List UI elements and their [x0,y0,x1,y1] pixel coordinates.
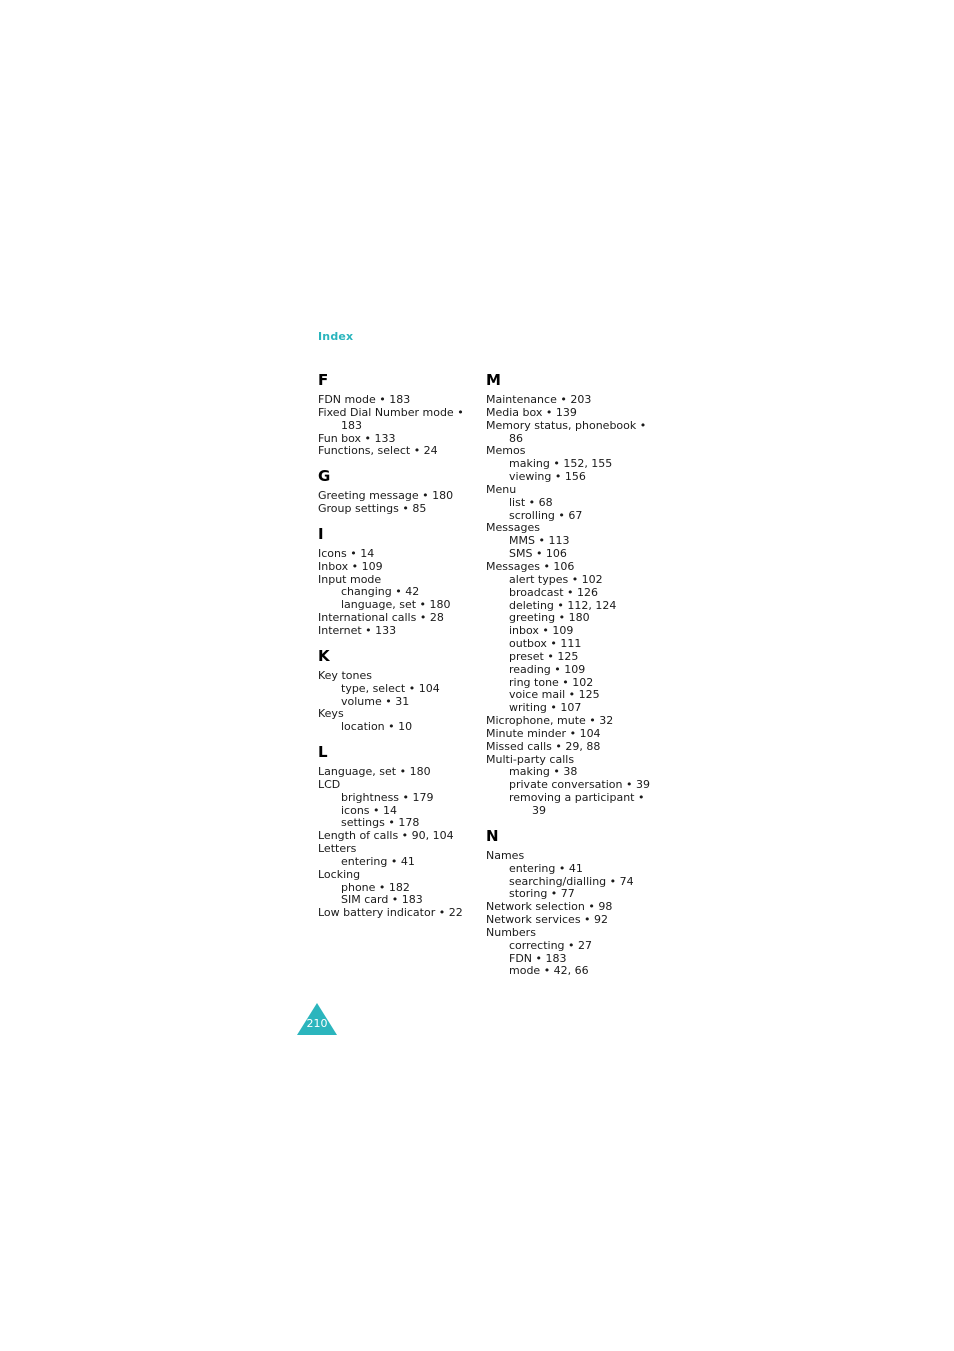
index-section-n [486,828,656,978]
index-subentry: outbox • 111 [509,637,582,651]
index-entry: International calls • 28 [318,611,444,625]
index-entry: Network selection • 98 [486,900,613,914]
index-entry: Input mode [318,572,382,586]
section-letter: N [486,826,499,845]
page-number-badge [297,1003,337,1035]
index-subentry: removing a participant • [509,791,645,805]
index-entry: Low battery indicator • 22 [318,906,463,920]
index-subentry: MMS • 113 [509,534,570,548]
index-subentry: 39 [532,804,546,817]
index-subentry: writing • 107 [509,701,582,715]
index-entry: Functions, select • 24 [318,444,438,458]
index-section-m [486,372,656,818]
index-entry: Inbox • 109 [318,559,383,573]
index-subentry: entering • 41 [509,861,583,875]
section-letter: I [318,524,324,543]
index-entry: Memory status, phonebook • [486,418,647,432]
index-entry: FDN mode • 183 [318,393,411,406]
index-entry: Keys [318,707,344,721]
section-letter: F [318,371,329,389]
index-section-k [318,648,488,734]
index-subentry: private conversation • 39 [509,778,650,792]
index-subentry: greeting • 180 [509,611,590,625]
index-entry: Fixed Dial Number mode • [318,405,464,419]
index-subentry: type, select • 104 [341,681,440,695]
index-entry: Missed calls • 29, 88 [486,739,601,753]
index-subentry: language, set • 180 [341,598,451,612]
section-letter: K [318,646,330,665]
index-section-l [318,744,488,920]
index-subentry: changing • 42 [341,585,420,599]
index-section-i [318,526,488,638]
index-subentry: inbox • 109 [509,624,574,638]
section-letter: M [486,371,501,389]
index-subentry: location • 10 [341,720,413,734]
index-subentry: 86 [509,431,523,445]
index-subentry: list • 68 [509,495,553,509]
index-entry: Locking [318,867,361,881]
index-entry: Messages [486,521,540,535]
index-entry: LCD [318,777,341,791]
page-header-title: Index [318,330,354,343]
index-subentry: 183 [341,418,362,432]
index-entry: Internet • 133 [318,623,397,637]
index-entry: Letters [318,842,357,856]
index-subentry: voice mail • 125 [509,688,600,702]
index-entry: Key tones [318,668,372,682]
index-subentry: icons • 14 [341,803,398,817]
index-section-f [318,372,488,458]
section-letter: G [318,467,331,486]
index-entry: Fun box • 133 [318,431,396,445]
index-subentry: making • 152, 155 [509,457,613,471]
section-letter: L [318,743,328,762]
index-entry: Icons • 14 [318,546,375,560]
index-entry: Maintenance • 203 [486,393,592,406]
index-subentry: storing • 77 [509,887,575,901]
index-entry: Names [486,848,525,862]
index-entry: Messages • 106 [486,559,575,573]
index-subentry: deleting • 112, 124 [509,598,617,612]
index-subentry: mode • 42, 66 [509,964,589,978]
page-number: 210 [306,1017,328,1030]
index-entry: Network services • 92 [486,913,609,927]
index-subentry: SMS • 106 [509,547,567,561]
index-subentry: reading • 109 [509,662,586,676]
index-subentry: FDN • 183 [509,951,567,965]
index-subentry: settings • 178 [341,816,420,830]
index-entry: Language, set • 180 [318,765,431,779]
index-subentry: alert types • 102 [509,572,603,586]
index-subentry: preset • 125 [509,649,579,663]
index-entry: Numbers [486,925,536,939]
index-entry: Group settings • 85 [318,502,427,516]
index-subentry: broadcast • 126 [509,585,599,599]
index-column-left [318,372,488,930]
index-entry: Menu [486,482,517,496]
index-subentry: ring tone • 102 [509,675,594,689]
index-entry: Length of calls • 90, 104 [318,829,454,843]
index-entry: Multi-party calls [486,752,575,766]
index-column-right [486,372,656,988]
index-entry: Media box • 139 [486,405,577,419]
index-entry: Memos [486,444,526,458]
index-subentry: volume • 31 [341,694,410,708]
index-subentry: viewing • 156 [509,470,586,484]
index-subentry: entering • 41 [341,854,415,868]
index-subentry: searching/dialling • 74 [509,874,634,888]
index-section-g [318,468,488,516]
index-entry: Minute minder • 104 [486,726,601,740]
index-subentry: phone • 182 [341,880,410,894]
index-subentry: scrolling • 67 [509,508,583,522]
index-entry: Greeting message • 180 [318,489,454,503]
index-subentry: SIM card • 183 [341,893,423,907]
index-subentry: correcting • 27 [509,938,593,952]
index-subentry: making • 38 [509,765,578,779]
index-subentry: brightness • 179 [341,790,434,804]
index-entry: Microphone, mute • 32 [486,714,614,728]
